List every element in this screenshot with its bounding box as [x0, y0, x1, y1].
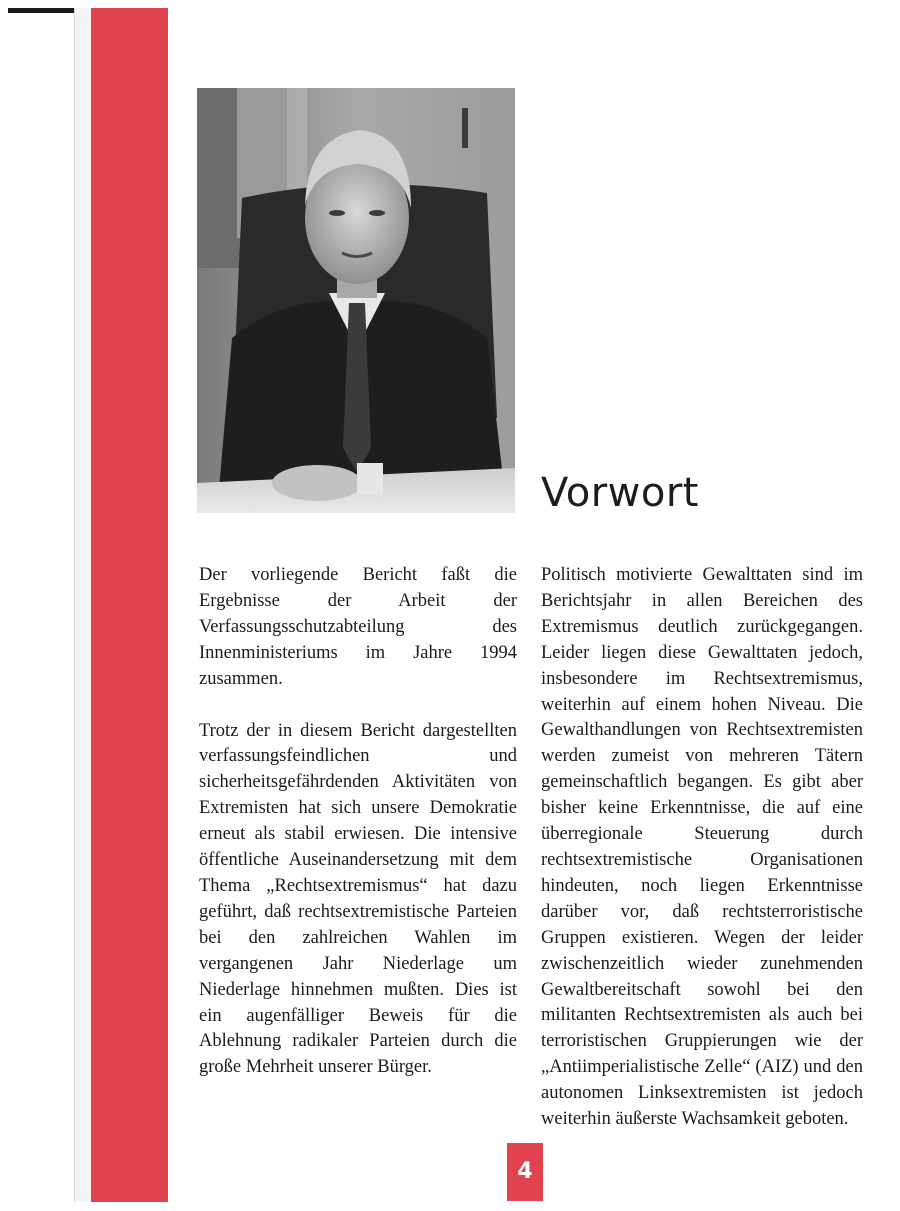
left-margin-stripe: [74, 8, 91, 1202]
page-number-badge: 4: [507, 1143, 543, 1201]
right-column: [541, 563, 863, 1133]
left-paragraph-2: Trotz der in diesem Bericht dargestellten verfassungsfeindlichen und sicherheitsgefährdenden Aktivitäten von Extremisten hat sich unsere Demokratie erneut als stabil erwiesen. Die intensive öffentliche Auseinandersetzung mit dem Thema „Rechtsextremismus“ hat dazu geführt, daß rechtsextremistische Parteien bei den zahlreichen Wahlen im vergangenen Jahr Niederlage um Niederlage hinnehmen mußten. Dies ist ein augenfälliger Beweis für die Ablehnung radikaler Parteien durch die große Mehrheit unserer Bürger.: [199, 720, 517, 1078]
left-column: [199, 563, 517, 1081]
portrait-photo: [197, 88, 515, 513]
portrait-illustration: [197, 88, 515, 513]
red-side-bar: [91, 8, 168, 1202]
page-heading: Vorwort: [541, 470, 699, 516]
left-paragraph-1: Der vorliegende Bericht faßt die Ergebnisse der Arbeit der Verfassungsschutzabteilung des Innenministeriums im Jahre 1994 zusammen.: [199, 565, 517, 689]
right-paragraph-1: Politisch motivierte Gewalttaten sind im Berichtsjahr in allen Bereichen des Extremismus deutlich zurückgegangen. Leider liegen diese Gewalttaten jedoch, insbesondere im Rechtsextremismus, weiterhin auf einem hohen Niveau. Die Gewalthandlungen von Rechtsextremisten werden zumeist von mehreren Tätern gemeinschaftlich begangen. Es gibt aber bisher keine Erkenntnisse, die auf eine überregionale Steuerung durch rechtsextremistische Organisationen hindeuten, noch liegen Erkenntnisse darüber vor, daß rechtsterroristische Gruppen existieren. Wegen der leider zwischenzeitlich wieder zunehmenden Gewaltbereitschaft sowohl bei den militanten Rechtsextremisten als auch bei terroristischen Gruppierungen wie der „Antiimperialistische Zelle“ (AIZ) und den autonomen Linksextremisten ist jedoch weiterhin äußerste Wachsamkeit geboten.: [541, 565, 863, 1130]
